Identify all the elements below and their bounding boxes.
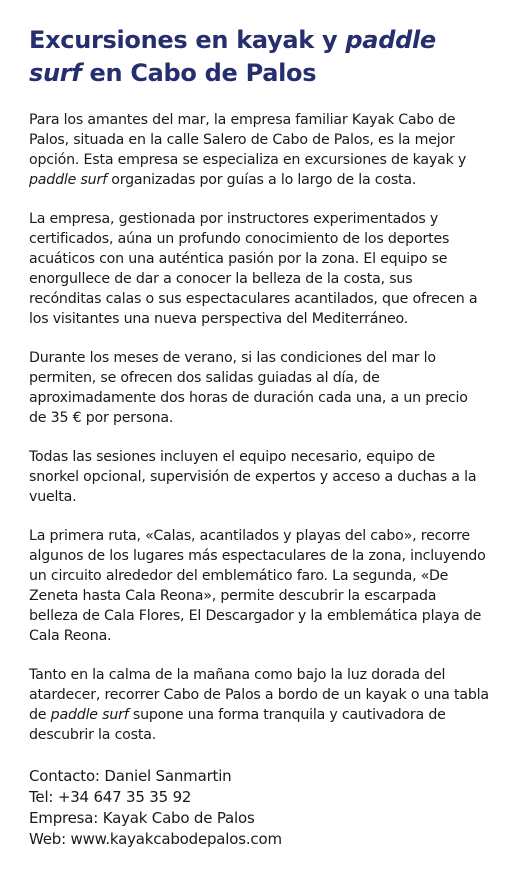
paragraph-text: supone una forma tranquila y cautivadora de descubrir la costa. [29,707,446,743]
paragraph-schedule: Durante los meses de verano, si las condiciones del mar lo permiten, se ofrecen dos salidas guiadas al día, de aproximadamente dos horas de duración cada una, a un precio de 35 € por persona. [29,350,468,426]
title-italic-text: paddle surf [29,26,436,87]
paragraph-text: Tanto en la calma de la mañana como bajo la luz dorada del atardecer, recorrer Cabo de Palos a bordo de un kayak o una tabla de [29,667,489,723]
title-text: Excursiones en kayak y [29,26,346,54]
article [29,24,489,850]
paragraph-italic-text: paddle surf [29,172,107,188]
title-text-end: en Cabo de Palos [81,59,317,87]
paragraph-equipment: Todas las sesiones incluyen el equipo necesario, equipo de snorkel opcional, supervisión de expertos y acceso a duchas a la vuelta. [29,449,477,505]
contact-phone: Tel: +34 647 35 35 92 [29,788,192,806]
paragraph-routes: La primera ruta, «Calas, acantilados y playas del cabo», recorre algunos de los lugares más espectaculares de la zona, incluyendo un circuito alrededor del emblemático faro. La segunda, «De Zeneta hasta Cala Reona», permite descubrir la escarpada belleza de Cala Flores, El Descargador y la emblemática playa de Cala Reona. [29,528,486,644]
paragraph-text: organizadas por guías a lo largo de la costa. [106,172,417,188]
contact-company: Empresa: Kayak Cabo de Palos [29,809,255,827]
contact-website: Web: www.kayakcabodepalos.com [29,830,282,848]
article-title [29,24,489,90]
paragraph-closing [29,665,489,745]
paragraph-italic-text: paddle surf [50,707,129,723]
contact-block [29,766,489,850]
paragraph-intro [29,110,489,190]
contact-name: Contacto: Daniel Sanmartin [29,767,232,785]
paragraph-company: La empresa, gestionada por instructores experimentados y certificados, aúna un profundo conocimiento de los deportes acuáticos con una auténtica pasión por la zona. El equipo se enorgullece de dar a conocer la belleza de la costa, sus recónditas calas o sus espectaculares acantilados, que ofrecen a los visitantes una nueva perspectiva del Mediterráneo. [29,211,478,327]
paragraph-text: Para los amantes del mar, la empresa familiar Kayak Cabo de Palos, situada en la calle Salero de Cabo de Palos, es la mejor opción. Esta empresa se especializa en excursiones de kayak y [29,112,467,168]
